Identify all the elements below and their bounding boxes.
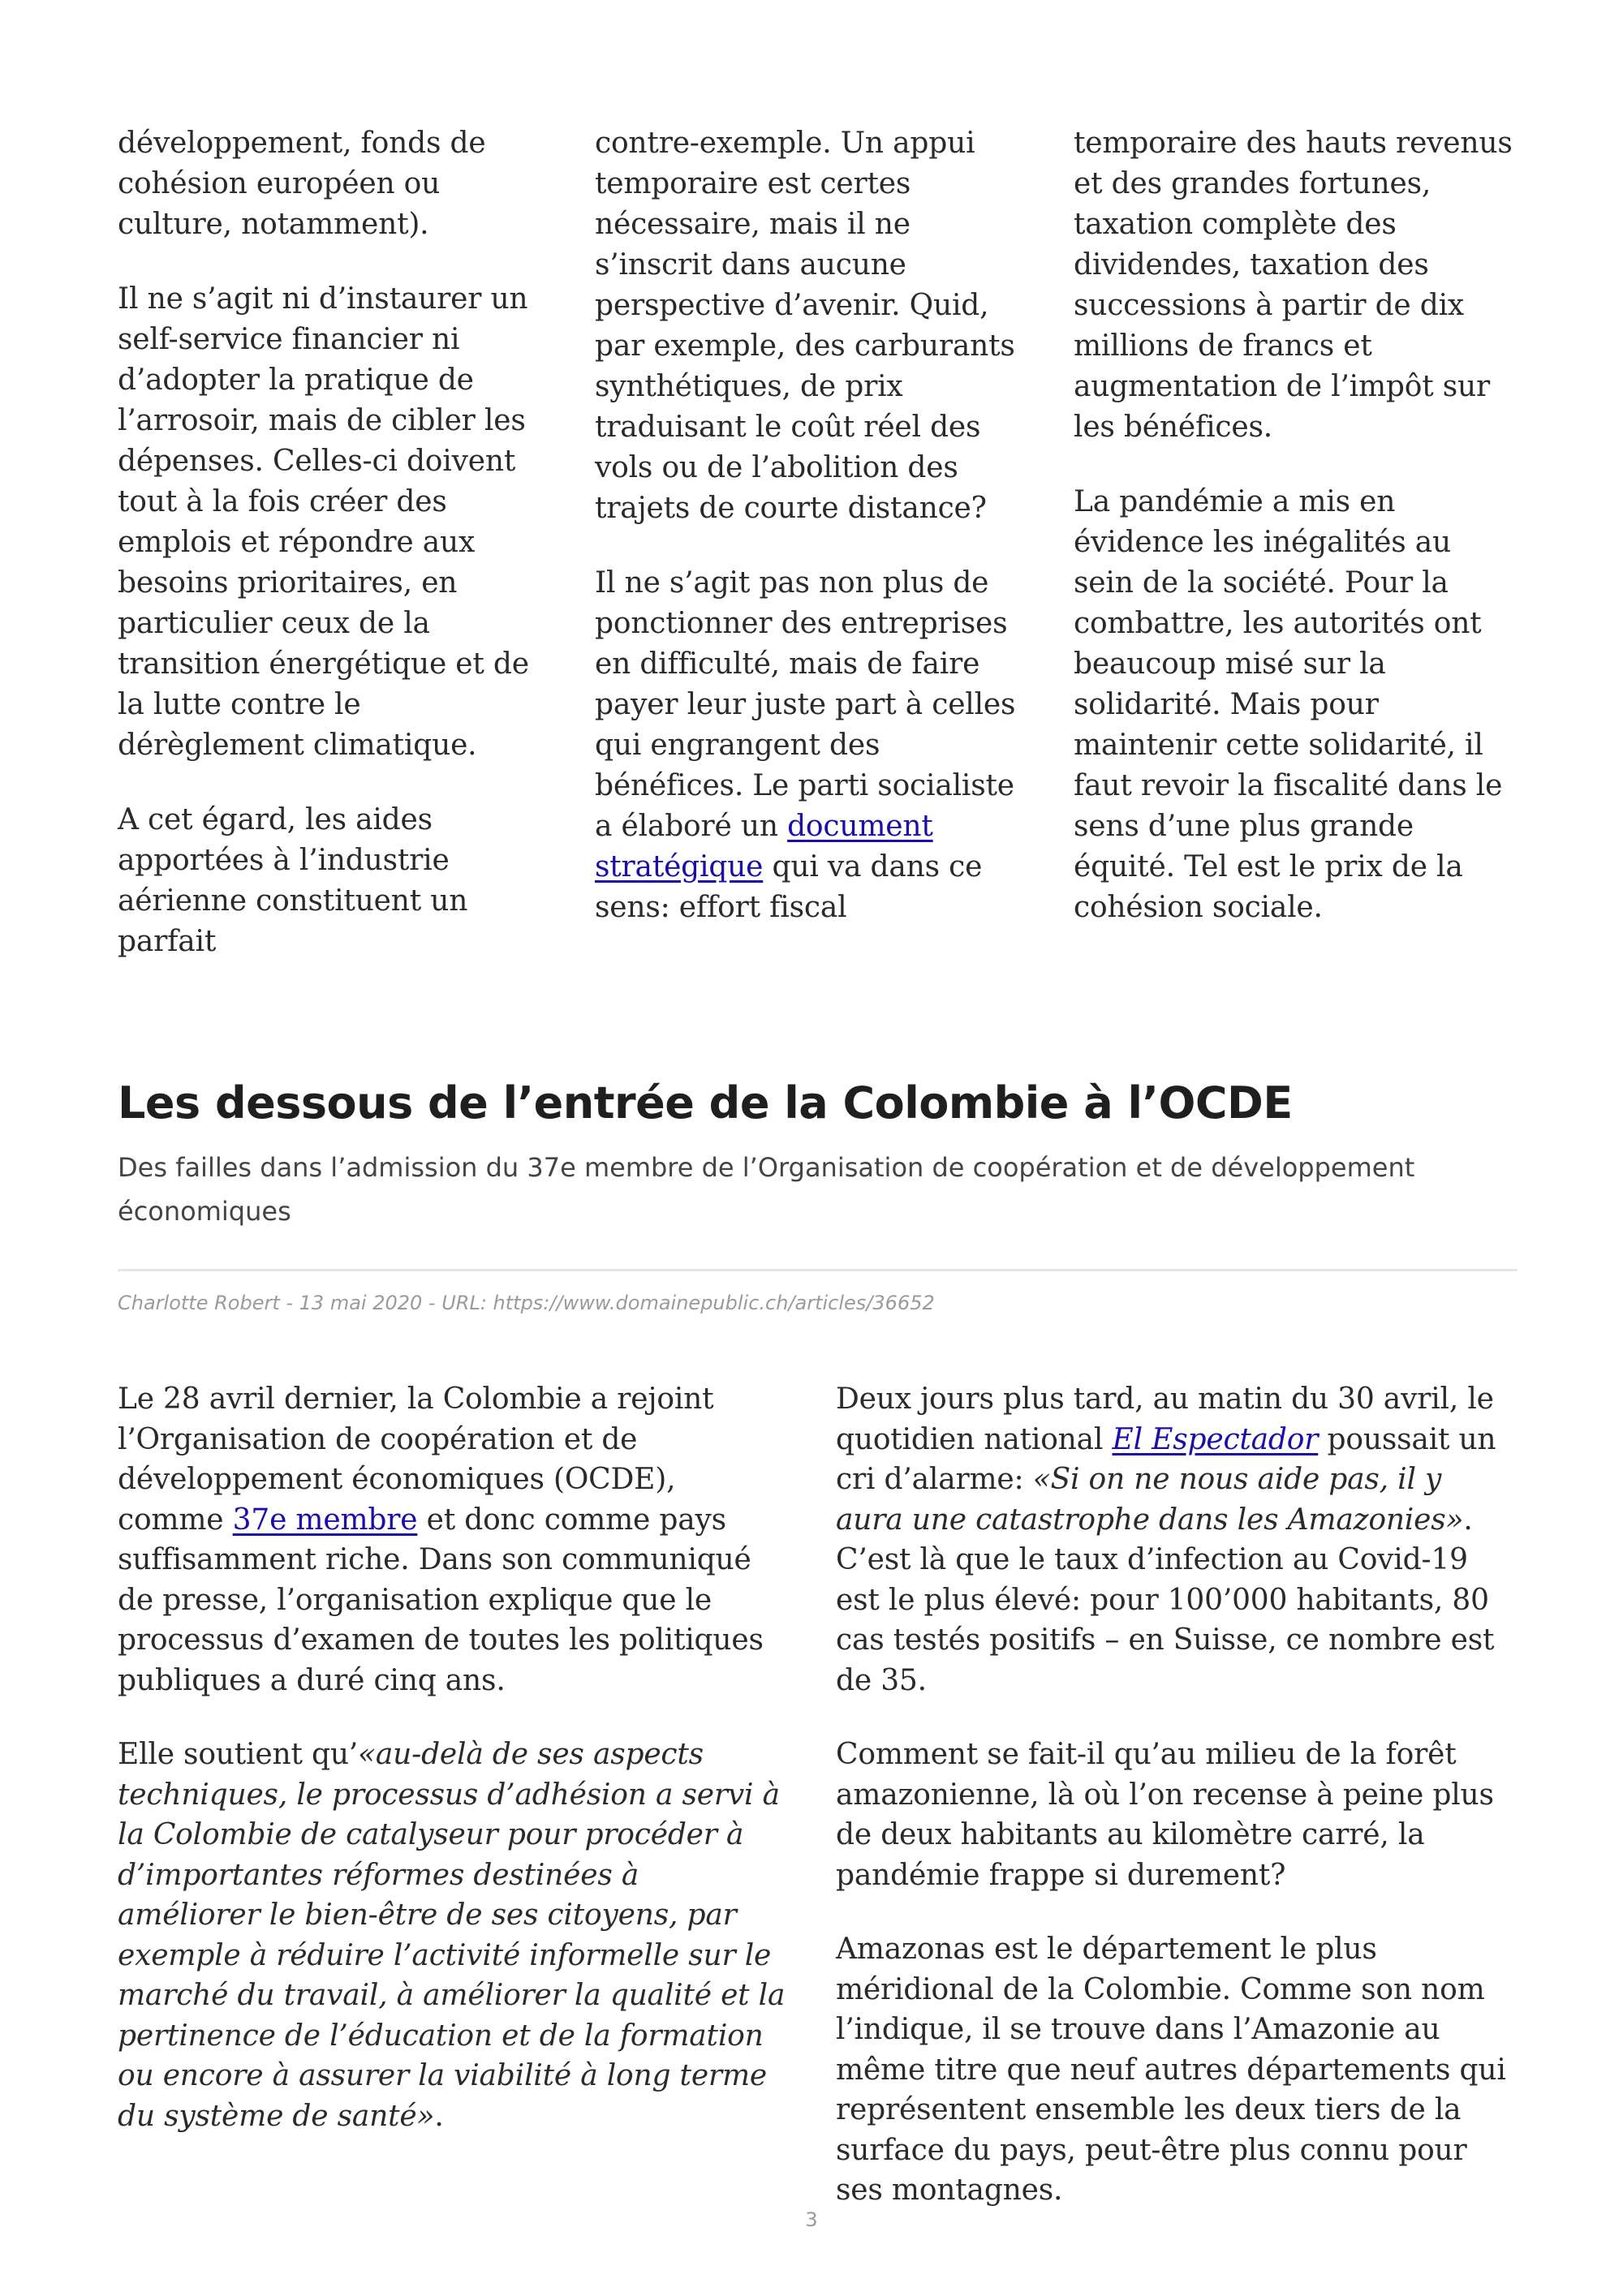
prev-article-column-1 <box>118 123 556 996</box>
paragraph-text: . C’est là que le taux d’infection au Covid-19 est le plus élevé: pour 100’000 habitants, 80 cas testés positifs – en Suisse, ce nombre est de 35. <box>836 1503 1495 1697</box>
paragraph-text: et donc comme pays suffisamment riche. Dans son communiqué de presse, l’organisation explique que le processus d’examen de toutes les politiques publiques a duré cinq ans. <box>118 1503 764 1697</box>
paragraph-text: Le 28 avril dernier, la Colombie a rejoint l’Organisation de coopération et de développement économiques (OCDE), comme <box>118 1382 714 1537</box>
article-subtitle: Des failles dans l’admission du 37e membre de l’Organisation de coopération et de développement économiques <box>118 1152 1415 1227</box>
page-number: 3 <box>805 2208 818 2231</box>
el-espectador-link[interactable]: El Espectador <box>1112 1422 1319 1456</box>
paragraph <box>595 563 1033 928</box>
paragraph-text: Il ne s’agit pas non plus de ponctionner des entreprises en difficulté, mais de faire payer leur juste part à celles qui engrangent des bénéfices. Le parti socialiste a élaboré un <box>595 566 1016 843</box>
paragraph-text: Deux jours plus tard, au matin du 30 avril, le quotidien national <box>836 1382 1494 1456</box>
quotation: «au-delà de ses aspects techniques, le processus d’adhésion a servi à la Colombie de catalyseur pour procéder à d’importantes réformes destinées à améliorer le bien-être de ses citoyens, par exemple à réduire l’activité informelle sur le marché du travail, à améliorer la qualité et la pertinence de l’éducation et de la formation ou encore à assurer la viabilité à long terme du système de santé» <box>118 1738 786 2133</box>
paragraph: contre-exemple. Un appui temporaire est certes nécessaire, mais il ne s’inscrit dans aucune perspective d’avenir. Quid, par exemple, des carburants synthétiques, de prix traduisant le coût réel des vols ou de l’abolition des trajets de courte distance? <box>595 127 1015 525</box>
quotation: «Si on ne nous aide pas, il y aura une catastrophe dans les Amazonies» <box>836 1463 1464 1537</box>
paragraph: développement, fonds de cohésion européen ou culture, notamment). <box>118 127 486 241</box>
prev-article-column-2 <box>595 123 1033 962</box>
paragraph-text: Elle soutient qu’ <box>118 1738 359 1771</box>
paragraph-text: poussait un cri d’alarme: <box>836 1422 1496 1496</box>
paragraph <box>118 1379 787 1701</box>
paragraph-text: qui va dans ce sens: effort fiscal <box>595 850 983 924</box>
article-title: Les dessous de l’entrée de la Colombie à l’OCDE <box>118 1077 1293 1129</box>
article-column-2 <box>836 1379 1509 2245</box>
paragraph <box>118 1735 787 2136</box>
article-byline: Charlotte Robert - 13 mai 2020 - URL: https://www.domainepublic.ch/articles/36652 <box>118 1292 935 1314</box>
document-strategique-link[interactable]: document stratégique <box>595 810 933 884</box>
paragraph: La pandémie a mis en évidence les inégalités au sein de la société. Pour la combattre, les autorités ont beaucoup misé sur la solidarité. Mais pour maintenir cette solidarité, il faut revoir la fiscalité dans le sens d’une plus grande équité. Tel est le prix de la cohésion sociale. <box>1074 485 1503 924</box>
paragraph: temporaire des hauts revenus et des grandes fortunes, taxation complète des dividendes, taxation des successions à partir de dix millions de francs et augmentation de l’impôt sur les bénéfices. <box>1074 127 1513 444</box>
37e-membre-link[interactable]: 37e membre <box>232 1503 418 1537</box>
paragraph: Il ne s’agit ni d’instaurer un self-service financier ni d’adopter la pratique de l’arrosoir, mais de cibler les dépenses. Celles-ci doivent tout à la fois créer des emplois et répondre aux besoins prioritaires, en particulier ceux de la transition énergétique et de la lutte contre le dérèglement climatique. <box>118 282 529 762</box>
paragraph: Comment se fait-il qu’au milieu de la forêt amazonienne, là où l’on recense à peine plus de deux habitants au kilomètre carré, la pandémie frappe si durement? <box>836 1738 1494 1892</box>
paragraph: Amazonas est le département le plus méridional de la Colombie. Comme son nom l’indique, il se trouve dans l’Amazonie au même titre que neuf autres départements qui représentent ensemble les deux tiers de la surface du pays, peut-être plus connu pour ses montagnes. <box>836 1933 1506 2207</box>
paragraph <box>836 1379 1509 1701</box>
header-divider <box>118 1269 1518 1271</box>
prev-article-column-3 <box>1074 123 1516 962</box>
article-column-1 <box>118 1379 787 2170</box>
paragraph: A cet égard, les aides apportées à l’industrie aérienne constituent un parfait <box>118 803 468 958</box>
paragraph-text: . <box>434 2099 444 2133</box>
